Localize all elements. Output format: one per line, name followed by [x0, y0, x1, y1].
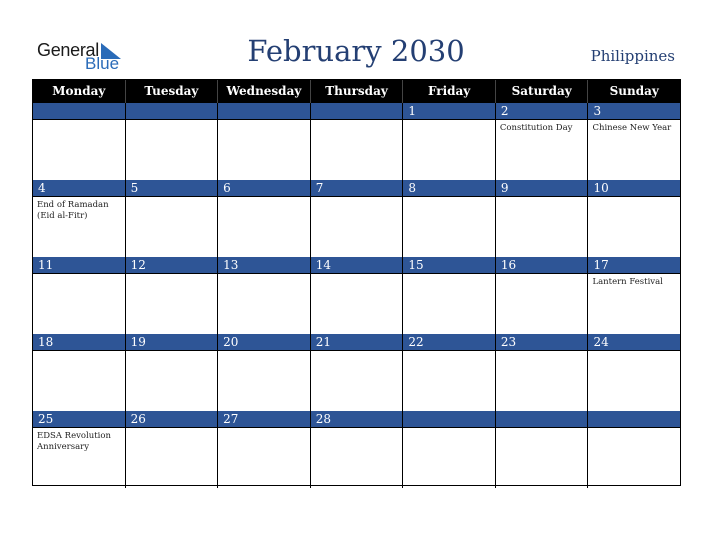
day-cell[interactable] — [310, 103, 403, 180]
day-number: 4 — [33, 180, 125, 197]
calendar-week-row — [33, 180, 680, 257]
day-cell[interactable] — [495, 257, 588, 334]
day-cell[interactable] — [217, 334, 310, 411]
day-cell[interactable] — [125, 180, 218, 257]
holiday-label — [496, 197, 588, 200]
day-cell[interactable] — [125, 411, 218, 488]
day-cell[interactable] — [402, 334, 495, 411]
holiday-label — [311, 120, 403, 123]
day-number: 6 — [218, 180, 310, 197]
holiday-label — [403, 428, 495, 431]
holiday-label — [218, 197, 310, 200]
day-cell[interactable] — [495, 334, 588, 411]
day-cell[interactable] — [495, 103, 588, 180]
day-number: 13 — [218, 257, 310, 274]
day-number: 3 — [588, 103, 680, 120]
day-number: 20 — [218, 334, 310, 351]
day-cell[interactable] — [587, 103, 680, 180]
day-cell[interactable] — [33, 411, 125, 488]
day-cell[interactable] — [402, 103, 495, 180]
day-number — [496, 411, 588, 428]
day-number — [403, 411, 495, 428]
holiday-label — [126, 120, 218, 123]
logo-text-general: General — [37, 40, 99, 60]
holiday-label — [496, 274, 588, 277]
weekday-header: Monday — [52, 84, 106, 98]
day-cell[interactable] — [587, 411, 680, 488]
holiday-label — [588, 351, 680, 354]
day-number: 28 — [311, 411, 403, 428]
calendar-week-row — [33, 411, 680, 488]
holiday-label: Chinese New Year — [592, 123, 672, 133]
day-cell[interactable] — [217, 411, 310, 488]
day-number: 10 — [588, 180, 680, 197]
day-cell[interactable] — [402, 180, 495, 257]
holiday-label: Constitution Day — [499, 123, 573, 133]
holiday-label — [126, 197, 218, 200]
holiday-label — [218, 428, 310, 431]
weekday-header-row — [33, 80, 680, 103]
holiday-label — [311, 197, 403, 200]
holiday-label — [33, 274, 125, 277]
page-title: February 2030 — [247, 34, 465, 68]
weekday-header: Saturday — [495, 80, 588, 103]
day-number: 21 — [311, 334, 403, 351]
day-number: 1 — [403, 103, 495, 120]
day-number: 27 — [218, 411, 310, 428]
holiday-label — [218, 274, 310, 277]
calendar-week-row — [33, 334, 680, 411]
country-label: Philippines — [590, 47, 675, 65]
day-cell[interactable] — [217, 257, 310, 334]
day-cell[interactable] — [310, 334, 403, 411]
holiday-label — [403, 351, 495, 354]
holiday-label — [126, 274, 218, 277]
holiday-label: EDSA Revolution Anniversary — [37, 431, 111, 452]
weekday-header: Friday — [402, 80, 495, 103]
day-cell[interactable] — [33, 180, 125, 257]
day-cell[interactable] — [402, 257, 495, 334]
holiday-label — [496, 351, 588, 354]
day-number: 14 — [311, 257, 403, 274]
day-cell[interactable] — [587, 180, 680, 257]
day-number — [588, 411, 680, 428]
day-number: 24 — [588, 334, 680, 351]
day-cell[interactable] — [125, 103, 218, 180]
day-number — [33, 103, 125, 120]
holiday-label — [126, 351, 218, 354]
logo-text-blue: Blue — [85, 54, 120, 73]
weekday-header: Wednesday — [217, 80, 310, 103]
calendar-week-row — [33, 257, 680, 334]
holiday-label — [311, 351, 403, 354]
holiday-label — [403, 120, 495, 123]
holiday-label — [33, 351, 125, 354]
weekday-header: Thursday — [310, 80, 403, 103]
holiday-label — [403, 274, 495, 277]
holiday-label — [33, 120, 125, 123]
day-cell[interactable] — [310, 411, 403, 488]
holiday-label — [403, 197, 495, 200]
day-cell[interactable] — [125, 334, 218, 411]
day-cell[interactable] — [310, 180, 403, 257]
day-number: 25 — [33, 411, 125, 428]
day-number: 9 — [496, 180, 588, 197]
day-number: 19 — [126, 334, 218, 351]
day-cell[interactable] — [587, 334, 680, 411]
day-number: 26 — [126, 411, 218, 428]
day-cell[interactable] — [587, 257, 680, 334]
holiday-label — [588, 197, 680, 200]
holiday-label — [496, 428, 588, 431]
day-cell[interactable] — [217, 180, 310, 257]
day-cell[interactable] — [33, 257, 125, 334]
day-number: 2 — [496, 103, 588, 120]
day-number: 12 — [126, 257, 218, 274]
day-number: 18 — [33, 334, 125, 351]
holiday-label: Lantern Festival — [592, 277, 663, 287]
day-number: 5 — [126, 180, 218, 197]
day-cell[interactable] — [402, 411, 495, 488]
day-cell[interactable] — [310, 257, 403, 334]
holiday-label — [588, 428, 680, 431]
holiday-label — [311, 274, 403, 277]
day-number: 11 — [33, 257, 125, 274]
weekday-header: Tuesday — [125, 80, 218, 103]
day-cell[interactable] — [33, 103, 125, 180]
holiday-label — [311, 428, 403, 431]
day-number: 16 — [496, 257, 588, 274]
calendar-week-row — [33, 103, 680, 180]
weekday-header: Sunday — [587, 80, 680, 103]
day-number — [218, 103, 310, 120]
day-number: 7 — [311, 180, 403, 197]
day-number: 8 — [403, 180, 495, 197]
holiday-label: End of Ramadan (Eid al-Fitr) — [37, 200, 109, 221]
holiday-label — [218, 120, 310, 123]
day-number: 17 — [588, 257, 680, 274]
day-cell[interactable] — [495, 180, 588, 257]
calendar-grid — [32, 79, 681, 486]
day-number — [311, 103, 403, 120]
day-number: 23 — [496, 334, 588, 351]
holiday-label — [126, 428, 218, 431]
calendar-weeks — [33, 103, 680, 488]
day-cell[interactable] — [217, 103, 310, 180]
day-cell[interactable] — [33, 334, 125, 411]
day-number — [126, 103, 218, 120]
day-cell[interactable] — [495, 411, 588, 488]
holiday-label — [218, 351, 310, 354]
day-number: 22 — [403, 334, 495, 351]
day-cell[interactable] — [125, 257, 218, 334]
day-number: 15 — [403, 257, 495, 274]
